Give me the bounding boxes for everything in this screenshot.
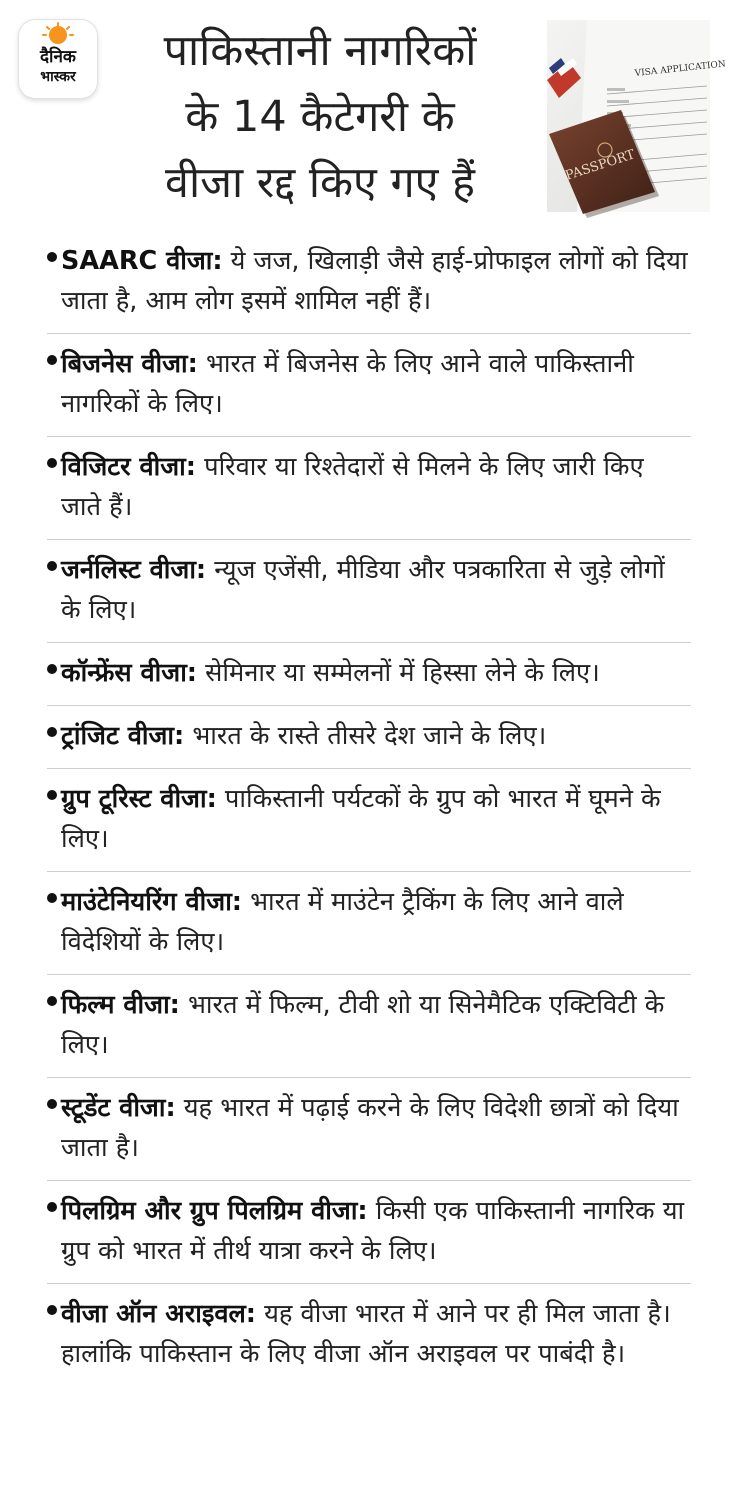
logo-text-line1: दैनिक bbox=[40, 47, 76, 67]
list-item bbox=[47, 437, 691, 540]
title-line-3: वीजा रद्द किए गए हैं bbox=[165, 158, 475, 208]
bullet-icon bbox=[47, 996, 57, 1006]
item-label: विजिटर वीजा: bbox=[61, 452, 196, 482]
item-text: परिवार या रिश्तेदारों से मिलने के लिए जारी किए जाते हैं। bbox=[61, 452, 644, 522]
sun-icon bbox=[49, 26, 67, 44]
bullet-icon bbox=[47, 893, 57, 903]
bullet-icon bbox=[47, 790, 57, 800]
item-text: सेमिनार या सम्मेलनों में हिस्सा लेने के लिए। bbox=[197, 658, 600, 688]
visa-category-list bbox=[47, 237, 691, 1386]
item-text: भारत में माउंटेन ट्रैकिंग के लिए आने वाले विदेशियों के लिए। bbox=[61, 887, 624, 957]
bullet-icon bbox=[47, 458, 57, 468]
list-item bbox=[47, 1181, 691, 1284]
item-text: भारत में फिल्म, टीवी शो या सिनेमैटिक एक्टिविटी के लिए। bbox=[61, 990, 665, 1060]
logo-text-line2: भास्कर bbox=[40, 69, 76, 85]
list-item bbox=[47, 1078, 691, 1181]
list-item bbox=[47, 334, 691, 437]
item-text: न्यूज एजेंसी, मीडिया और पत्रकारिता से जुड़े लोगों के लिए। bbox=[61, 555, 665, 625]
item-label: कॉन्फ्रेंस वीजा: bbox=[61, 658, 197, 688]
bullet-icon bbox=[47, 252, 57, 262]
item-label: जर्नलिस्ट वीजा: bbox=[61, 555, 207, 585]
bullet-icon bbox=[47, 1202, 57, 1212]
item-text: भारत में बिजनेस के लिए आने वाले पाकिस्तानी नागरिकों के लिए। bbox=[61, 349, 634, 419]
passport-text: PASSPORT bbox=[563, 147, 637, 184]
title-line-2: के 14 कैटेगरी के bbox=[185, 92, 455, 142]
item-label: ट्रांजिट वीजा: bbox=[61, 721, 185, 751]
item-label: ग्रुप टूरिस्ट वीजा: bbox=[61, 784, 217, 814]
bullet-icon bbox=[47, 664, 57, 674]
bullet-icon bbox=[47, 1099, 57, 1109]
list-item bbox=[47, 769, 691, 872]
bullet-icon bbox=[47, 727, 57, 737]
item-label: बिजनेस वीजा: bbox=[61, 349, 198, 379]
bullet-icon bbox=[47, 561, 57, 571]
item-label: वीजा ऑन अराइवल: bbox=[61, 1299, 257, 1329]
item-label: SAARC वीजा: bbox=[61, 246, 223, 276]
item-text: भारत के रास्ते तीसरे देश जाने के लिए। bbox=[184, 721, 547, 751]
item-label: स्टूडेंट वीजा: bbox=[61, 1093, 176, 1123]
list-item bbox=[47, 540, 691, 643]
bullet-icon bbox=[47, 355, 57, 365]
visa-passport-illustration bbox=[547, 20, 727, 212]
item-text: ये जज, खिलाड़ी जैसे हाई-प्रोफाइल लोगों को दिया जाता है, आम लोग इसमें शामिल नहीं हैं। bbox=[61, 246, 688, 316]
list-item bbox=[47, 706, 691, 769]
item-label: माउंटेनियरिंग वीजा: bbox=[61, 887, 243, 917]
list-item bbox=[47, 1284, 691, 1386]
list-item bbox=[47, 872, 691, 975]
item-text: यह भारत में पढ़ाई करने के लिए विदेशी छात्रों को दिया जाता है। bbox=[61, 1093, 679, 1163]
item-label: फिल्म वीजा: bbox=[61, 990, 180, 1020]
list-item bbox=[47, 975, 691, 1078]
title-line-1: पाकिस्तानी नागरिकों bbox=[163, 26, 477, 76]
visa-passport-photo bbox=[547, 20, 727, 212]
bullet-icon bbox=[47, 1305, 57, 1315]
item-text: किसी एक पाकिस्तानी नागरिक या ग्रुप को भारत में तीर्थ यात्रा करने के लिए। bbox=[61, 1196, 685, 1266]
item-text: पाकिस्तानी पर्यटकों के ग्रुप को भारत में घूमने के लिए। bbox=[61, 784, 661, 854]
item-label: पिलग्रिम और ग्रुप पिलग्रिम वीजा: bbox=[61, 1196, 368, 1226]
dainik-bhaskar-logo bbox=[19, 20, 97, 98]
list-item bbox=[47, 643, 691, 706]
list-item bbox=[47, 237, 691, 334]
item-text: यह वीजा भारत में आने पर ही मिल जाता है। हालांकि पाकिस्तान के लिए वीजा ऑन अराइवल पर पाबंदी है। bbox=[61, 1299, 671, 1369]
form-title-text: VISA APPLICATION bbox=[634, 59, 727, 79]
page-title bbox=[100, 18, 540, 216]
header bbox=[0, 0, 730, 225]
